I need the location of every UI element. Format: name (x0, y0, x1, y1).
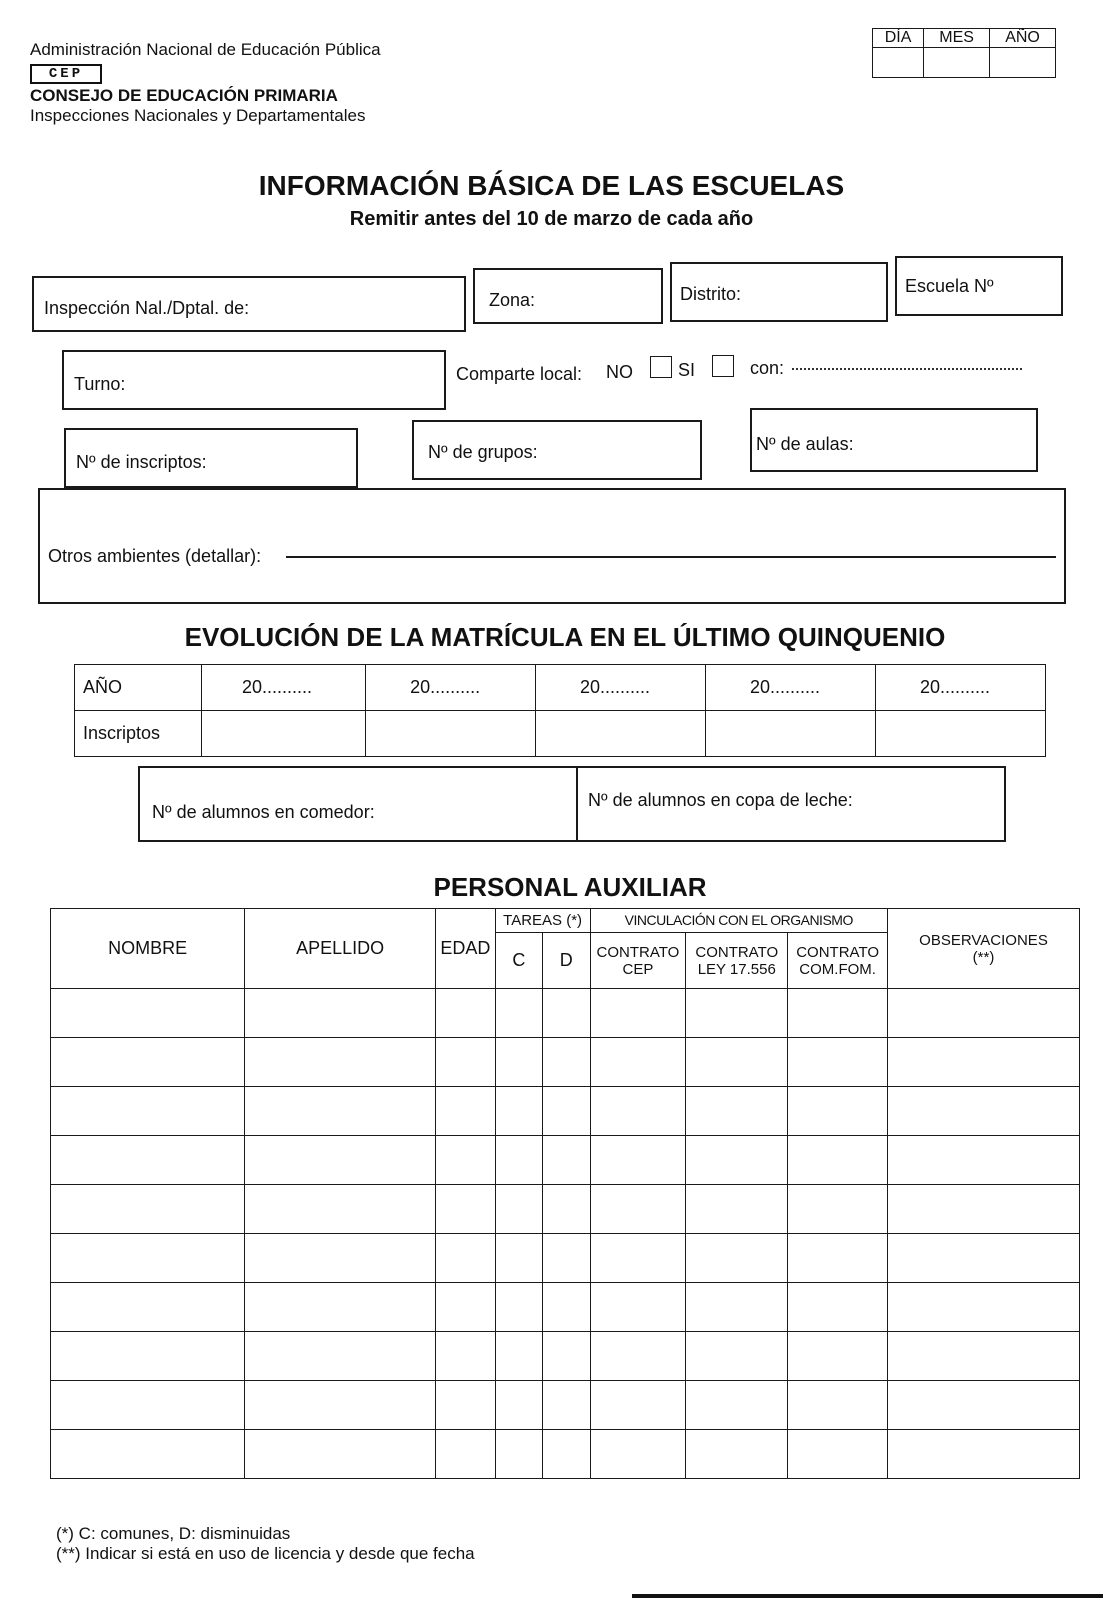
date-month-label: MES (924, 29, 990, 48)
matricula-inscriptos-4[interactable] (706, 711, 876, 757)
cep-logo: CEP (30, 64, 102, 84)
comparte-con-line[interactable] (792, 368, 1022, 370)
table-row[interactable] (51, 1136, 1080, 1185)
page-title: INFORMACIÓN BÁSICA DE LAS ESCUELAS (258, 170, 845, 201)
comedor-box (138, 766, 1006, 842)
col-tareas-c: C (495, 933, 542, 989)
inspections-name: Inspecciones Nacionales y Departamentales (30, 106, 366, 125)
date-box (872, 28, 1056, 78)
otros-ambientes-field[interactable] (38, 488, 1066, 604)
inscriptos-label: Nº de inscriptos: (76, 452, 207, 472)
comparte-si-checkbox[interactable] (712, 355, 734, 377)
otros-ambientes-label: Otros ambientes (detallar): (48, 546, 262, 566)
auxiliar-table (50, 908, 1080, 1479)
matricula-year-2[interactable]: 20.......... (366, 665, 536, 711)
agency-name: Administración Nacional de Educación Pública (30, 40, 381, 59)
table-row[interactable] (51, 1332, 1080, 1381)
matricula-year-5[interactable]: 20.......... (875, 665, 1045, 711)
table-row[interactable] (51, 1283, 1080, 1332)
leche-field[interactable] (578, 768, 1004, 840)
table-row[interactable] (51, 1185, 1080, 1234)
comparte-no-label: NO (606, 362, 633, 382)
zona-field[interactable] (473, 268, 663, 324)
matricula-inscriptos-5[interactable] (875, 711, 1045, 757)
col-observaciones: OBSERVACIONES (**) (888, 909, 1080, 989)
col-contrato-ley: CONTRATO LEY 17.556 (686, 933, 788, 989)
matricula-year-4[interactable]: 20.......... (706, 665, 876, 711)
escuela-field[interactable] (895, 256, 1063, 316)
zona-label: Zona: (489, 290, 536, 310)
col-edad: EDAD (435, 909, 495, 989)
date-year-input[interactable] (990, 48, 1056, 78)
inspeccion-label: Inspección Nal./Dptal. de: (44, 298, 250, 318)
bottom-edge-bar (632, 1594, 1103, 1598)
turno-field[interactable] (62, 350, 446, 410)
matricula-year-3[interactable]: 20.......... (536, 665, 706, 711)
col-contrato-cep: CONTRATO CEP (590, 933, 686, 989)
matricula-inscriptos-label: Inscriptos (75, 711, 202, 757)
escuela-label: Escuela Nº (905, 276, 994, 296)
matricula-inscriptos-2[interactable] (366, 711, 536, 757)
page-subtitle: Remitir antes del 10 de marzo de cada año (349, 208, 754, 230)
col-contrato-com: CONTRATO COM.FOM. (788, 933, 888, 989)
footnote-1: (*) C: comunes, D: disminuidas (56, 1524, 291, 1543)
col-apellido: APELLIDO (245, 909, 436, 989)
matricula-heading: EVOLUCIÓN DE LA MATRÍCULA EN EL ÚLTIMO QUINQUENIO (184, 622, 946, 652)
aulas-label: Nº de aulas: (756, 434, 854, 454)
header (30, 40, 381, 126)
inscriptos-field[interactable] (64, 428, 358, 488)
date-month-input[interactable] (924, 48, 990, 78)
comparte-si-label: SI (678, 360, 696, 380)
auxiliar-heading: PERSONAL AUXILIAR (433, 872, 707, 902)
distrito-field[interactable] (670, 262, 888, 322)
grupos-label: Nº de grupos: (428, 442, 538, 462)
distrito-label: Distrito: (680, 284, 742, 304)
col-nombre: NOMBRE (51, 909, 245, 989)
date-day-label: DÍA (873, 29, 924, 48)
leche-label: Nº de alumnos en copa de leche: (588, 790, 853, 810)
grupos-field[interactable] (412, 420, 702, 480)
date-day-input[interactable] (873, 48, 924, 78)
matricula-year-1[interactable]: 20.......... (202, 665, 366, 711)
comparte-con-label: con: (750, 358, 785, 378)
matricula-inscriptos-1[interactable] (202, 711, 366, 757)
inspeccion-field[interactable] (32, 276, 466, 332)
comedor-field[interactable] (140, 768, 578, 840)
table-row[interactable] (51, 1234, 1080, 1283)
matricula-table (74, 664, 1046, 757)
comparte-no-checkbox[interactable] (650, 356, 672, 378)
table-row[interactable] (51, 1087, 1080, 1136)
turno-label: Turno: (74, 374, 126, 394)
comedor-label: Nº de alumnos en comedor: (152, 802, 375, 822)
otros-ambientes-line-1[interactable] (286, 556, 1056, 558)
matricula-inscriptos-3[interactable] (536, 711, 706, 757)
table-row[interactable] (51, 1430, 1080, 1479)
comparte-label: Comparte local: (456, 364, 583, 384)
council-name: CONSEJO DE EDUCACIÓN PRIMARIA (30, 86, 338, 105)
matricula-year-label: AÑO (75, 665, 202, 711)
col-vinculacion: VINCULACIÓN CON EL ORGANISMO (590, 909, 887, 933)
date-year-label: AÑO (990, 29, 1056, 48)
table-row[interactable] (51, 1038, 1080, 1087)
aulas-field[interactable] (750, 408, 1038, 472)
col-tareas: TAREAS (*) (495, 909, 590, 933)
col-tareas-d: D (543, 933, 590, 989)
table-row[interactable] (51, 989, 1080, 1038)
footnote-2: (**) Indicar si está en uso de licencia y desde que fecha (56, 1544, 475, 1563)
table-row[interactable] (51, 1381, 1080, 1430)
